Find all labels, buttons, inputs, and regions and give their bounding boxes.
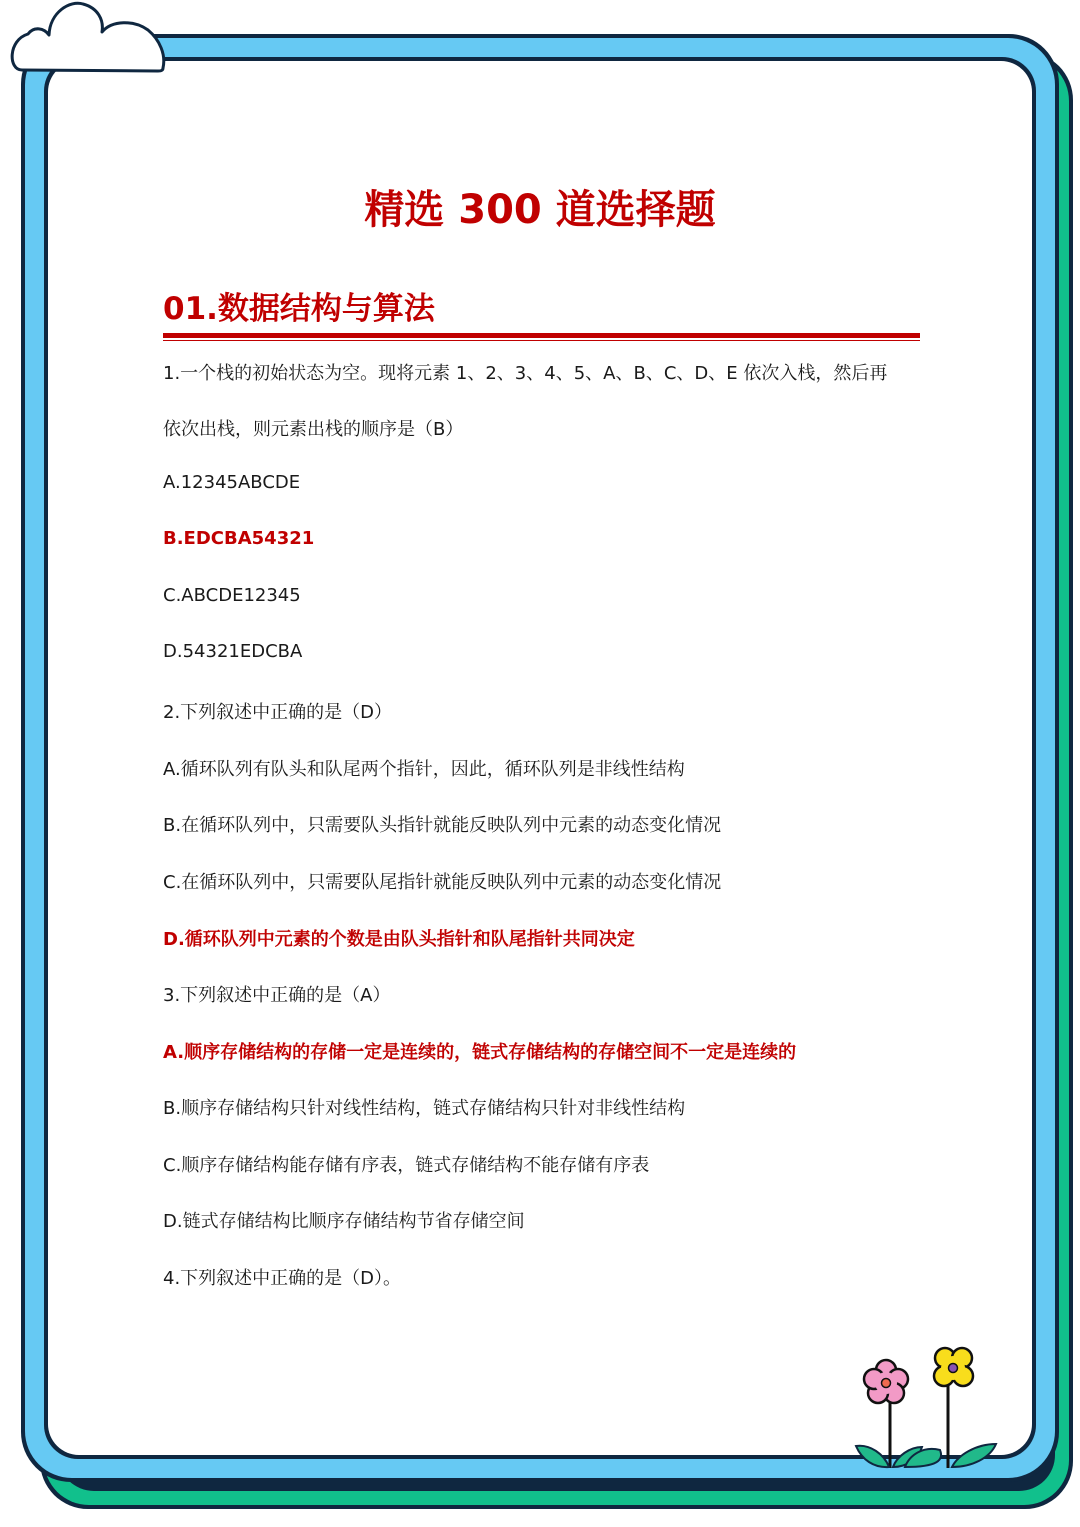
q1-option-c: C.ABCDE12345: [163, 585, 301, 606]
q2-option-a: A.循环队列有队头和队尾两个指针，因此，循环队列是非线性结构: [163, 759, 685, 780]
question-1-line-1: 1.一个栈的初始状态为空。现将元素 1、2、3、4、5、A、B、C、D、E 依次入栈，然后再: [163, 363, 888, 384]
heading-rule-thin: [163, 340, 920, 341]
heading-rule-thick: [163, 333, 920, 338]
question-4: 4.下列叙述中正确的是（D）。: [163, 1268, 402, 1289]
question-3: 3.下列叙述中正确的是（A）: [163, 985, 391, 1006]
q2-option-b: B.在循环队列中，只需要队头指针就能反映队列中元素的动态变化情况: [163, 815, 722, 836]
q1-option-d: D.54321EDCBA: [163, 641, 303, 662]
q3-option-d: D.链式存储结构比顺序存储结构节省存储空间: [163, 1211, 525, 1232]
question-1-line-2: 依次出栈，则元素出栈的顺序是（B）: [163, 419, 464, 440]
q2-option-c: C.在循环队列中，只需要队尾指针就能反映队列中元素的动态变化情况: [163, 872, 722, 893]
document-title: 精选 300 道选择题: [364, 187, 716, 233]
q3-option-a-answer: A.顺序存储结构的存储一定是连续的，链式存储结构的存储空间不一定是连续的: [163, 1042, 797, 1063]
q2-option-d-answer: D.循环队列中元素的个数是由队头指针和队尾指针共同决定: [163, 929, 635, 950]
q3-option-c: C.顺序存储结构能存储有序表，链式存储结构不能存储有序表: [163, 1155, 650, 1176]
q1-option-a: A.12345ABCDE: [163, 472, 301, 493]
question-2: 2.下列叙述中正确的是（D）: [163, 702, 393, 723]
q3-option-b: B.顺序存储结构只针对线性结构，链式存储结构只针对非线性结构: [163, 1098, 686, 1119]
q1-option-b-answer: B.EDCBA54321: [163, 528, 315, 549]
section-heading: 01.数据结构与算法: [163, 291, 435, 327]
